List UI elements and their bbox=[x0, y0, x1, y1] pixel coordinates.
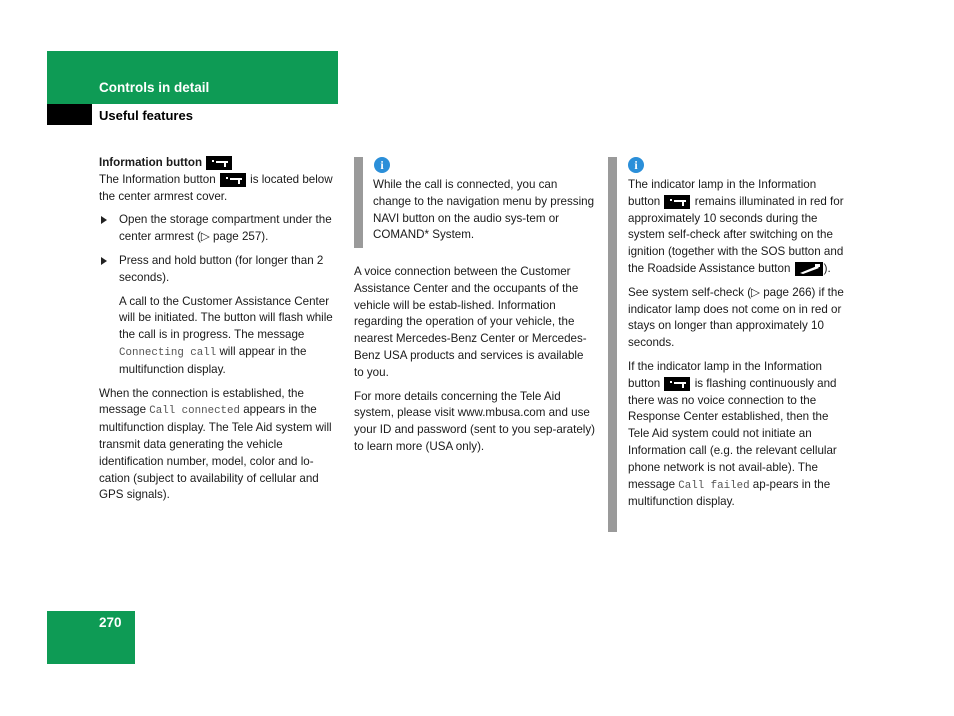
indicator-lamp-paragraph: The indicator lamp in the Information button remains illuminated in red for approximately 10 seconds during the system self-check after switching on the ignition (together with the SOS button and the Roadside Assistance button ). bbox=[628, 178, 844, 275]
page-number: 270 bbox=[99, 615, 122, 630]
information-icon: i bbox=[628, 157, 644, 173]
information-button-icon bbox=[664, 195, 690, 209]
note-bar bbox=[608, 157, 617, 532]
info-button-heading: Information button bbox=[99, 155, 341, 172]
display-message: Connecting call bbox=[119, 346, 217, 359]
subsection-title: Useful features bbox=[99, 108, 193, 123]
details-paragraph: For more details concerning the Tele Aid system, please visit www.mbusa.com and use your ID and password (sent to you sep-arately) to learn more (USA only). bbox=[354, 389, 596, 453]
page-number-box bbox=[47, 611, 135, 664]
header-bar bbox=[47, 51, 338, 104]
self-check-paragraph: See system self-check (▷ page 266) if the indicator lamp does not come on in red or stays on longer than approximately 10 seconds. bbox=[628, 285, 844, 350]
roadside-assistance-button-icon bbox=[795, 262, 823, 276]
call-initiated-paragraph: A call to the Customer Assistance Center will be initiated. The button will flash while the call is in progress. The message Connecting call will appear in the multifunction display. bbox=[119, 294, 333, 376]
bullet-arrow-icon bbox=[101, 257, 107, 265]
intro-paragraph: The Information button is located below the center armrest cover. bbox=[99, 172, 333, 203]
note-2 bbox=[628, 177, 848, 518]
voice-connection-paragraph: A voice connection between the Customer Assistance Center and the occupants of the vehicle will be estab-lished. Information regarding the operation of your vehicle, the nearest Mercedes-Benz Center or Mercedes-Benz USA products and services is available to you. bbox=[354, 265, 587, 379]
bullet-open-compartment: Open the storage compartment under the center armrest (▷ page 257). bbox=[99, 212, 341, 246]
information-button-icon bbox=[220, 173, 246, 187]
header-marker bbox=[47, 104, 92, 125]
information-icon: i bbox=[374, 157, 390, 173]
flashing-paragraph: If the indicator lamp in the Information button is flashing continuously and there was no voice connection to the Response Center established, then the Tele Aid system could not initiate an Information call (e.g. the relevant cellular phone network is not avail-able). The message Call failed ap-pears in the multifunction display. bbox=[628, 359, 837, 509]
bullet-press-hold: Press and hold button (for longer than 2 seconds). bbox=[99, 253, 341, 287]
section-title: Controls in detail bbox=[99, 80, 210, 95]
display-message: Call connected bbox=[149, 405, 240, 418]
note-bar bbox=[354, 157, 363, 248]
column-1 bbox=[99, 155, 341, 511]
column-2 bbox=[354, 264, 596, 463]
display-message: Call failed bbox=[678, 479, 750, 492]
connection-paragraph: When the connection is established, the message Call connected appears in the multifunction display. The Tele Aid system will transmit data generating the vehicle identification number, model, color and lo-cation (subject to availability of cellular and GPS signals). bbox=[99, 386, 332, 502]
bullet-arrow-icon bbox=[101, 216, 107, 224]
information-button-icon bbox=[664, 377, 690, 391]
information-button-icon bbox=[206, 156, 232, 170]
note-1: While the call is connected, you can change to the navigation menu by pressing NAVI button on the audio sys-tem or COMAND* System. bbox=[373, 178, 595, 242]
